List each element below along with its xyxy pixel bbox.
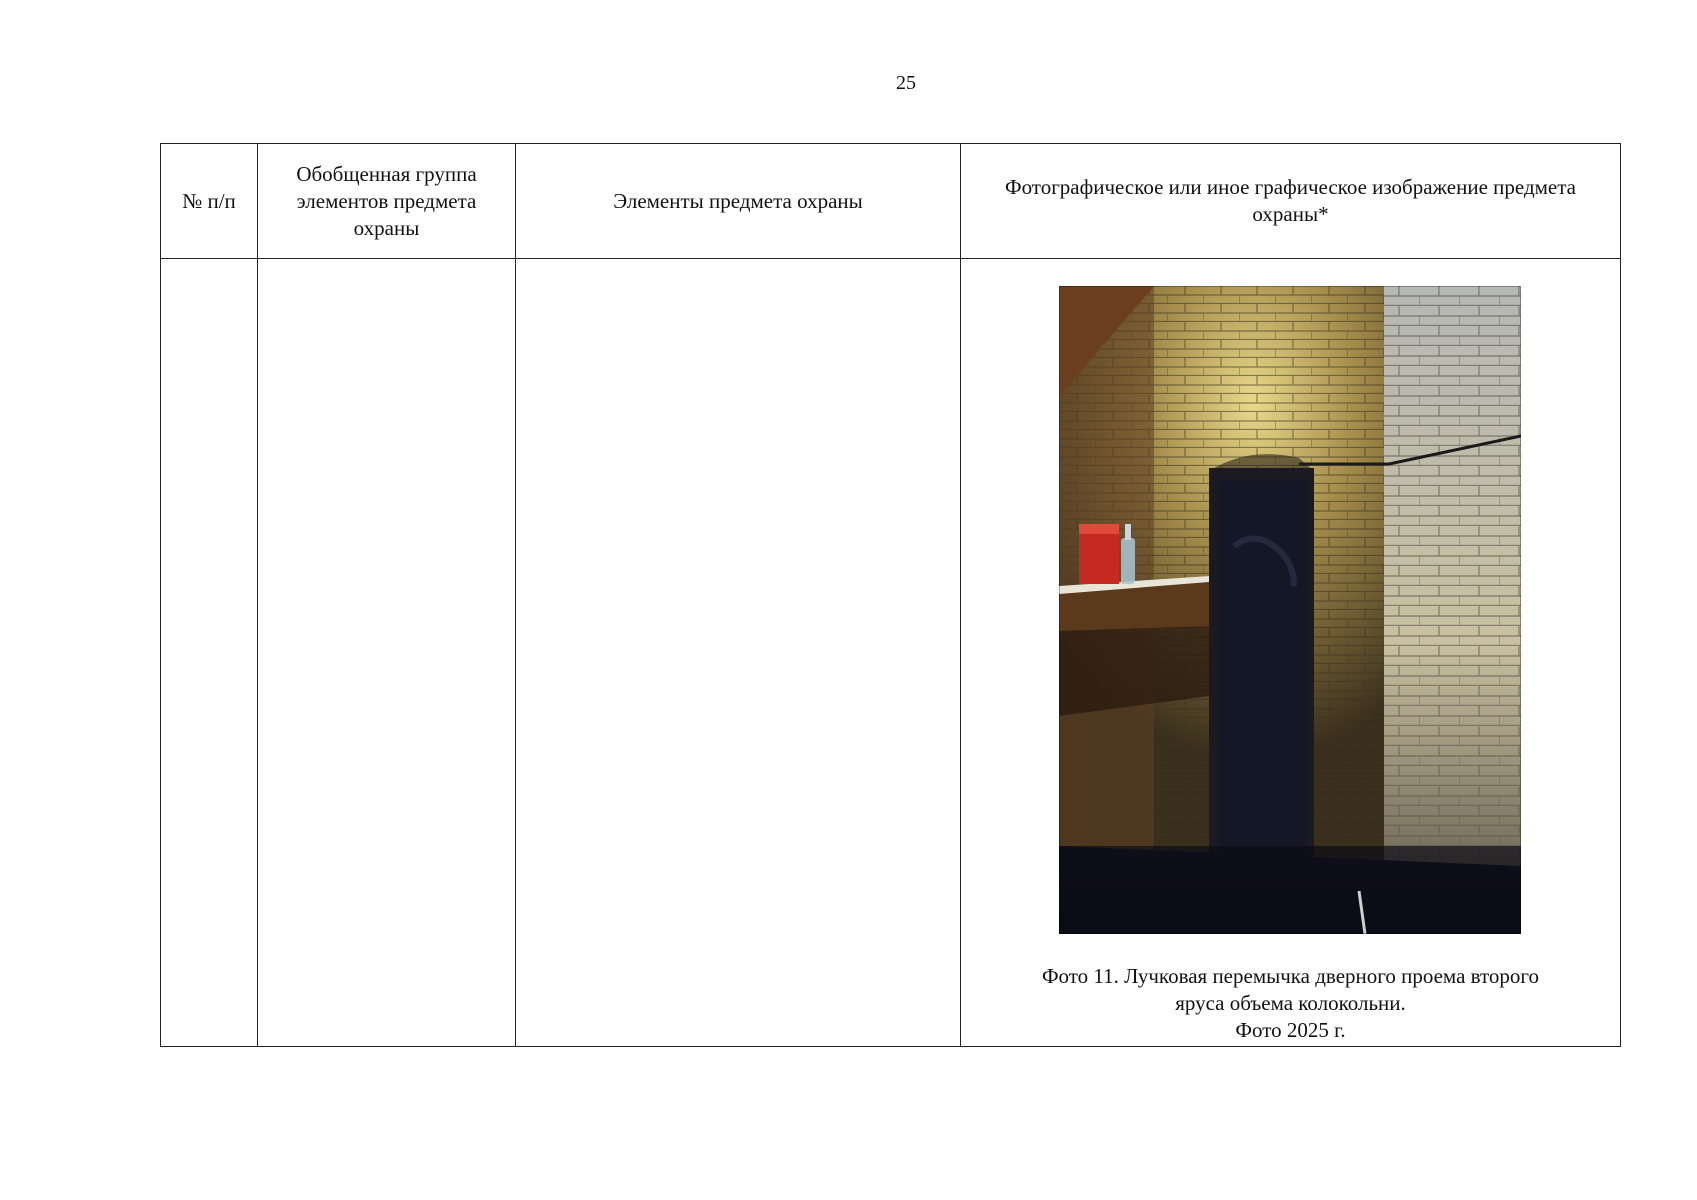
photo-caption <box>961 963 1620 1044</box>
cell-elements <box>516 259 961 1047</box>
header-group: Обобщенная группа элементов предмета охраны <box>258 144 516 259</box>
cell-group <box>258 259 516 1047</box>
caption-line-1: Фото 11. Лучковая перемычка дверного проема второго <box>1041 964 1540 988</box>
caption-line-3: Фото 2025 г. <box>1235 1018 1346 1042</box>
protection-table <box>160 143 1621 1047</box>
page-number: 25 <box>896 72 916 94</box>
header-elements: Элементы предмета охраны <box>516 144 961 259</box>
table-header-row <box>161 144 1621 259</box>
caption-line-2: яруса объема колокольни. <box>1175 991 1406 1015</box>
bell-tower-door-photo <box>1059 286 1521 934</box>
table-row <box>161 259 1621 1047</box>
cell-number <box>161 259 258 1047</box>
header-number: № п/п <box>161 144 258 259</box>
cell-photo <box>961 259 1621 1047</box>
header-image: Фотографическое или иное графическое изображение предмета охраны* <box>961 144 1621 259</box>
